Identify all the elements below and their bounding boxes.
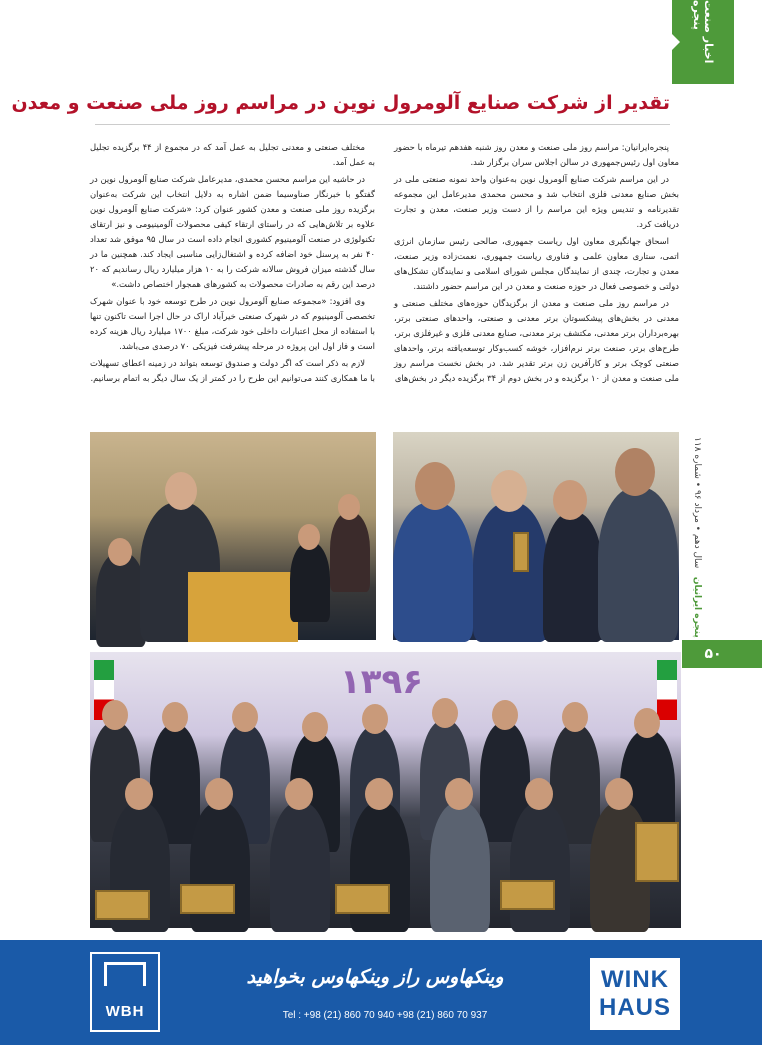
photo-award-presentation	[393, 432, 679, 640]
seated-head	[338, 494, 360, 520]
head	[365, 778, 393, 810]
ad-slogan: وینکهاوس راز وینکهاوس بخواهید	[246, 966, 504, 988]
paragraph: مختلف صنعتی و معدنی تجلیل به عمل آمد که در مجموع از ۴۴ برگزیده تجلیل به عمل آمد.	[90, 142, 375, 167]
page-number-stem	[742, 640, 762, 668]
seated-person	[290, 542, 330, 622]
audience-head	[108, 538, 132, 566]
award-plaque	[335, 884, 390, 914]
winkhaus-logo-line1: WINK	[601, 966, 669, 993]
award-plaque	[500, 880, 555, 910]
head	[492, 700, 518, 730]
head	[491, 470, 527, 512]
award-plaque	[180, 884, 235, 914]
article-column-right	[394, 140, 679, 410]
person	[430, 802, 490, 932]
photo-group-winners	[90, 652, 681, 928]
award-plaque	[95, 890, 150, 920]
head	[615, 448, 655, 496]
speaker-head	[165, 472, 197, 510]
award-plaque	[635, 822, 679, 882]
head	[285, 778, 313, 810]
article-column-left	[90, 140, 375, 410]
issue-info-strip	[682, 432, 712, 642]
issue-line: سال دهم • مرداد ۹۶ • شماره ۱۱۸	[692, 436, 702, 568]
head	[553, 480, 587, 520]
footer-advertisement	[0, 940, 762, 1045]
article-title: تقدیر از شرکت صنایع آلومرول نوین در مراسم روز ملی صنعت و معدن	[11, 92, 670, 114]
head	[302, 712, 328, 742]
head	[232, 702, 258, 732]
head	[162, 702, 188, 732]
section-tab-label: اخبار صنعت پنجره	[691, 0, 715, 64]
audience-person	[96, 552, 146, 647]
head	[525, 778, 553, 810]
paragraph: در این مراسم شرکت صنایع آلومرول نوین به‌عنوان واحد نمونه صنعتی ملی در بخش صنایع معدنی فلزی انتخاب شد و محسن محمدی مدیرعامل این مجموعه تقدیرنامه و تندیس ویژه این مراسم را از دست وزیر صنعت، معدن و تجارت دریافت کرد.	[394, 174, 679, 229]
seated-head	[298, 524, 320, 550]
winkhaus-logo-line2: HAUS	[598, 994, 671, 1021]
wbh-logo-roof-icon	[104, 962, 146, 986]
head	[445, 778, 473, 810]
flag-right	[657, 660, 677, 720]
photo-speaker-at-podium	[90, 432, 376, 640]
award-recipient	[598, 487, 678, 642]
magazine-name: پنجره ایرانیان	[692, 576, 702, 638]
person-left	[393, 502, 473, 642]
paragraph: وی افزود: «مجموعه صنایع آلومرول نوین در طرح توسعه خود با عنوان شهرک تخصصی آلومینیوم که در شهرک صنعتی خیرآباد اراک در حال اجرا است تاکنون تنها با استفاده از محل اعتبارات داخلی خود شرکت، مبلغ ۱۷۰۰ میلیارد ریال هزینه کرده است و فاز اول این پروژه در مرحله پیشرفت فیزیکی ۷۰ درصدی می‌باشد.	[90, 296, 375, 351]
head	[432, 698, 458, 728]
person-center	[543, 512, 603, 642]
seated-person	[330, 512, 370, 592]
head	[102, 700, 128, 730]
tab-notch	[672, 34, 680, 50]
paragraph: لازم به ذکر است که اگر دولت و صندوق توسعه بتواند در زمینه اعطای تسهیلات با ما همکاری کنند می‌توانیم این طرح را در کمتر از یک سال دیگر به اتمام برسانیم.	[90, 358, 375, 383]
head	[205, 778, 233, 810]
person	[510, 802, 570, 932]
paragraph: اسحاق جهانگیری معاون اول ریاست جمهوری، صالحی رئیس سازمان انرژی اتمی، ستاری معاون علمی و فناوری ریاست جمهوری، نعمت‌زاده وزیر صنعت، معدن و تجارت، چندی از نمایندگان مجلس شورای اسلامی و نمایندگان تشکل‌های دولتی و خصوصی فعال در حوزه صنعت و معدن در این مراسم حضور داشتند.	[394, 236, 679, 291]
winkhaus-logo	[590, 958, 680, 1030]
head	[634, 708, 660, 738]
paragraph: در حاشیه این مراسم محسن محمدی، مدیرعامل شرکت صنایع آلومرول نوین در گفتگو با خبرنگار صناوسیما ضمن اشاره به دلایل انتخاب این شرکت به‌عنوان برگزیده روز ملی صنعت و معدن کشور عنوان کرد: «شرکت صنایع آلومرول نوین علاوه بر تلاش‌هایی که در راستای ارتقاء کیفی محصولات آلومینیومی و نیز ارتقای تکنولوژی در صنعت آلومینیوم کشوری انجام داده است در سال ۹۵ موفق شد تعداد ۴۰ نفر به پرسنل خود اضافه کرده و اشتغال‌زایی مناسبی ایجاد کند. همچنین ما در سال گذشته میزان فروش سالانه شرکت را به ۱۰ هزار میلیارد ریال رساندیم که ۲۰ درصد این رقم به صادرات محصولات به کشورهای همجوار اختصاص داشت.»	[90, 174, 375, 289]
wbh-logo	[90, 952, 160, 1032]
head	[415, 462, 455, 510]
head	[362, 704, 388, 734]
section-tab	[672, 0, 734, 84]
head	[562, 702, 588, 732]
page-number: ۵۰	[682, 640, 744, 668]
wbh-logo-text: WBH	[105, 1003, 145, 1020]
ad-phone-numbers: Tel : +98 (21) 860 70 940 +98 (21) 860 70 937	[282, 1010, 488, 1021]
minister-figure	[473, 502, 548, 642]
event-banner-year: ۱۳۹۶	[340, 662, 424, 702]
person	[270, 802, 330, 932]
paragraph: پنجره‌ایرانیان: مراسم روز ملی صنعت و معدن روز شنبه هفدهم تیرماه با حضور معاون اول رئیس‌جمهوری در سالن اجلاس سران برگزار شد.	[394, 142, 679, 167]
podium	[188, 572, 298, 642]
head	[125, 778, 153, 810]
paragraph: در مراسم روز ملی صنعت و معدن از برگزیدگان حوزه‌های مختلف صنعتی و معدنی در بخش‌های پیشکسوتان برتر معدنی و صنعتی، واحدهای صنعتی برتر، بهره‌برداران برتر معدنی، مکتشف برتر معدنی، صنایع معدنی فلزی و غیرفلزی برتر، طرح‌های برتر، صنعت برتر نرم‌افزار، خوشه کسب‌وکار توسعه‌یافته برتر، واحدهای صنعتی کوچک برتر و کارآفرین زن برتر تقدیر شد. در بخش نخست مراسم روز ملی صنعت و معدن از ۱۰ برگزیده و در بخش دوم از ۳۴ برگزیده دیگر در بخش‌های	[394, 298, 679, 383]
head	[605, 778, 633, 810]
award-statuette	[513, 532, 529, 572]
title-divider	[95, 124, 670, 125]
